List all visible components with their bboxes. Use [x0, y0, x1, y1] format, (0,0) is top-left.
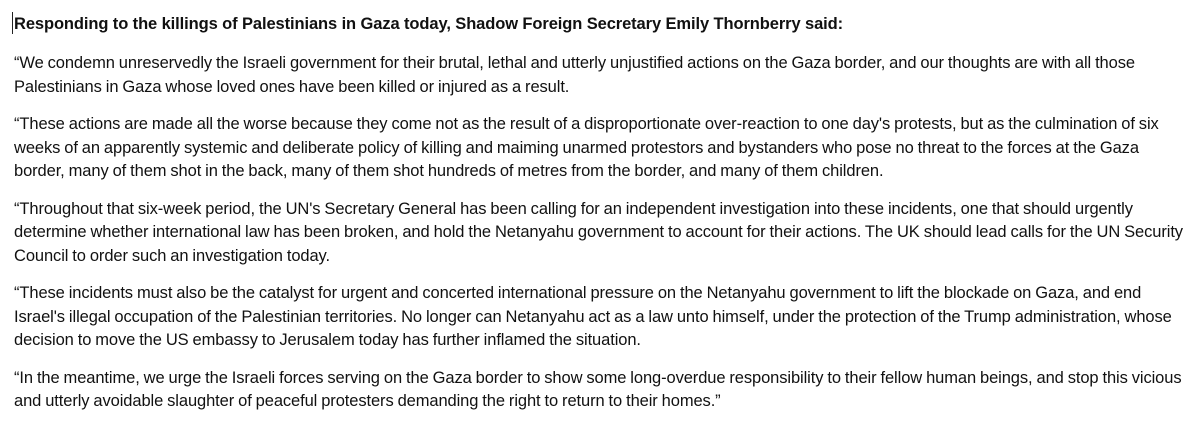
paragraph-1[interactable]: “We condemn unreservedly the Israeli government for their brutal, lethal and utterly unjustified actions on the Gaza border, and our thoughts are with all those Palestinians in Gaza whose loved ones have been killed or injured as a result.	[14, 54, 1135, 96]
paragraph-4[interactable]: “These incidents must also be the catalyst for urgent and concerted international pressure on the Netanyahu government to lift the blockade on Gaza, and end Israel's illegal occupation of the Palestinian territories. No longer can Netanyahu act as a law unto himself, under the protection of the Trump administration, whose decision to move the US embassy to Jerusalem today has further inflamed the situation.	[14, 284, 1172, 349]
paragraph-2[interactable]: “These actions are made all the worse because they come not as the result of a disproportionate over-reaction to one day's protests, but as the culmination of six weeks of an apparently systemic and deliberate policy of killing and maiming unarmed protestors and bystanders who pose no threat to the forces at the Gaza border, many of them shot in the back, many of them shot hundreds of metres from the border, and many of them children.	[14, 115, 1159, 180]
paragraph-5[interactable]: “In the meantime, we urge the Israeli forces serving on the Gaza border to show some long-overdue responsibility to their fellow human beings, and stop this vicious and utterly avoidable slaughter of peaceful protesters demanding the right to return to their homes.”	[14, 368, 1182, 410]
text-cursor	[12, 12, 13, 34]
statement-heading[interactable]: Responding to the killings of Palestinians in Gaza today, Shadow Foreign Secretary Emily Thornberry said:	[14, 15, 844, 33]
paragraph-3[interactable]: “Throughout that six-week period, the UN's Secretary General has been calling for an independent investigation into these incidents, one that should urgently determine whether international law has been broken, and hold the Netanyahu government to account for their actions. The UK should lead calls for the UN Security Council to order such an investigation today.	[14, 199, 1183, 265]
